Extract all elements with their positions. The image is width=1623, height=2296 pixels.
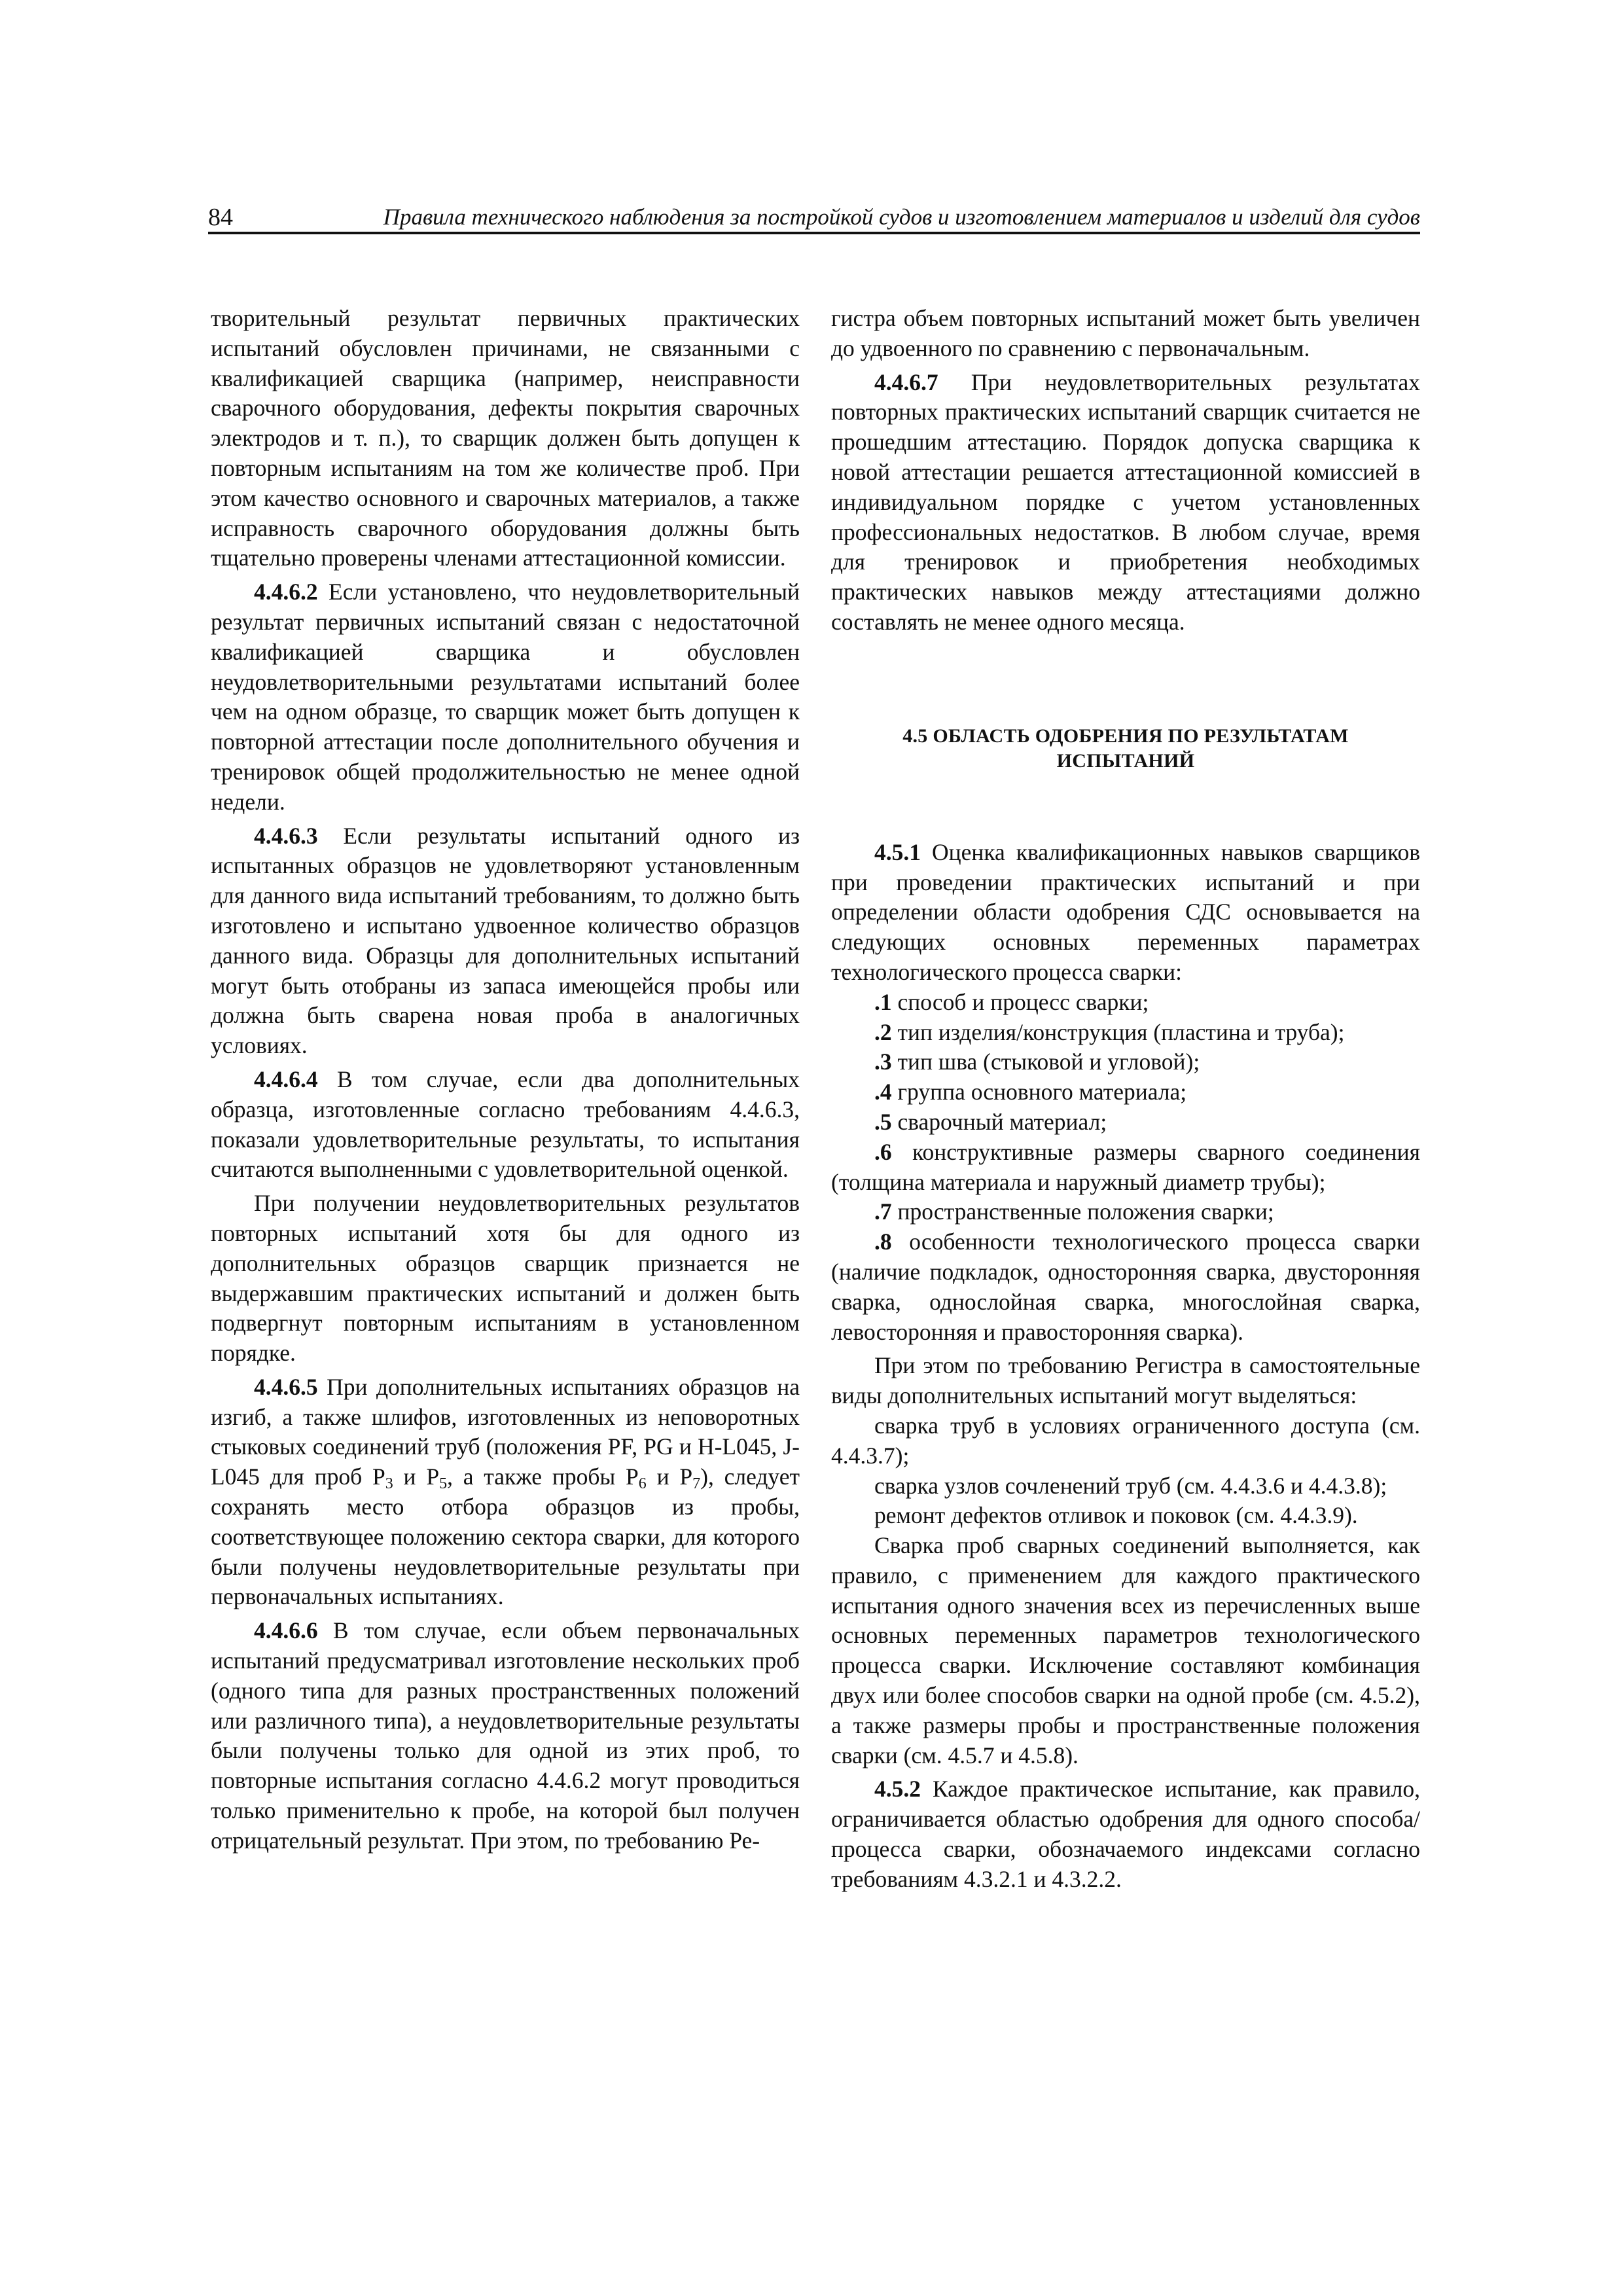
clause-number: 4.4.6.3 <box>254 822 318 849</box>
paragraph <box>211 577 800 817</box>
list-item <box>831 1077 1420 1107</box>
list-number: .2 <box>874 1018 892 1045</box>
list-item <box>831 1138 1420 1198</box>
right-column <box>831 304 1420 1895</box>
left-column <box>211 304 800 1856</box>
paragraph: Сварка проб сварных соединений выполняется, как правило, с применением для каждого практического испытания одного значения всех из перечисленных выше основных переменных параметров технологического процесса сварки. Исключение составляют комбинация двух или более способов сварки на одной пробе (см. 4.5.2), а также размеры пробы и пространственные положения сварки (см. 4.5.7 и 4.5.8). <box>831 1532 1420 1768</box>
clause-number: 4.4.6.2 <box>254 579 318 605</box>
list-number: .3 <box>874 1049 892 1075</box>
reference-item: сварка узлов сочленений труб (см. 4.4.3.6 и 4.4.3.8); <box>874 1472 1387 1499</box>
clause-text: Каждое практическое испытание, как правило, ограничивается областью одобрения для одного способа/процесса сварки, обозначаемого индексами согласно требованиям 4.3.2.1 и 4.3.2.2. <box>831 1776 1420 1892</box>
subscript: 3 <box>385 1475 393 1493</box>
reference-item: сварка труб в условиях ограниченного доступа (см. 4.4.3.7); <box>831 1412 1420 1469</box>
reference-item: ремонт дефектов отливок и поковок (см. 4.4.3.9). <box>874 1502 1358 1529</box>
paragraph <box>831 838 1420 988</box>
clause-text: и P <box>646 1463 693 1490</box>
list-number: .6 <box>874 1138 892 1165</box>
clause-text: ), следует сохранять место отбора образцов из пробы, соответствующее положению сектора сварки, для которого были получены неудовлетворительные результаты при первоначальных испытаниях. <box>211 1463 800 1610</box>
paragraph <box>831 1774 1420 1894</box>
clause-text: и P <box>393 1463 440 1490</box>
list-text: конструктивные размеры сварного соединения (толщина материала и наружный диаметр трубы); <box>831 1138 1420 1195</box>
section-heading-line: ИСПЫТАНИЙ <box>1056 749 1195 772</box>
clause-text: , а также пробы P <box>447 1463 639 1490</box>
clause-number: 4.4.6.6 <box>254 1617 318 1644</box>
paragraph: При этом по требованию Регистра в самостоятельные виды дополнительных испытаний могут выделяться: <box>831 1352 1420 1409</box>
list-number: .5 <box>874 1108 892 1135</box>
clause-number: 4.5.1 <box>874 838 921 865</box>
list-text: пространственные положения сварки; <box>891 1198 1274 1225</box>
list-item <box>831 1197 1420 1227</box>
paragraph: творительный результат первичных практических испытаний обусловлен причинами, не связанными с квалификацией сварщика (например, неисправности сварочного оборудования, дефекты покрытия сварочных электродов и т. п.), то сварщик должен быть допущен к повторным испытаниям на том же количестве проб. При этом качество основного и сварочных материалов, а также исправность сварочного оборудования должны быть тщательно проверены членами аттестационной комиссии. <box>211 305 800 571</box>
clause-text: В том случае, если объем первоначальных испытаний предусматривал изготовление нескольких проб (одного типа для разных пространственных положений или различного типа), а неудовлетворительные результаты были получены только для одной из этих проб, то повторные испытания согласно 4.4.6.2 могут проводиться только применительно к пробе, на которой был получен отрицательный результат. При этом, по требованию Ре- <box>211 1617 800 1854</box>
list-number: .4 <box>874 1079 892 1105</box>
list-item <box>831 1227 1420 1347</box>
clause-text: Оценка квалификационных навыков сварщиков при проведении практических испытаний и при определении области одобрения СДС основывается на следующих основных переменных параметрах технологического процесса сварки: <box>831 838 1420 985</box>
list-number: .1 <box>874 988 892 1015</box>
subscript: 7 <box>692 1475 701 1493</box>
list-number: .7 <box>874 1198 892 1225</box>
paragraph: гистра объем повторных испытаний может быть увеличен до удвоенного по сравнению с первоначальным. <box>831 305 1420 361</box>
running-title: Правила технического наблюдения за постройкой судов и изготовлением материалов и изделий для судов <box>383 204 1420 230</box>
clause-number: 4.4.6.4 <box>254 1066 318 1092</box>
list-item <box>831 1047 1420 1077</box>
page-number: 84 <box>208 204 233 231</box>
clause-text: При дополнительных испытаниях образцов на изгиб, а также шлифов, изготовленных из неповоротных стыковых соединений труб (положения PF, PG и H-L045, J-L045 для проб P <box>211 1373 800 1490</box>
clause-text: При неудовлетворительных результатах повторных практических испытаний сварщик считается не прошедшим аттестацию. Порядок допуска сварщика к новой аттестации решается аттестационной комиссией в индивидуальном порядке с учетом установленных профессиональных недостатков. В любом случае, время для тренировок и приобретения необходимых практических навыков между аттестациями должно составлять не менее одного месяца. <box>831 368 1420 635</box>
paragraph: При получении неудовлетворительных результатов повторных испытаний хотя бы для одного из дополнительных образцов сварщик признается не выдержавшим практических испытаний и должен быть подвергнут повторным испытаниям в установленном порядке. <box>211 1190 800 1367</box>
paragraph <box>211 1372 800 1612</box>
clause-number: 4.4.6.5 <box>254 1373 318 1400</box>
running-header <box>208 198 1420 234</box>
section-heading-line: 4.5 ОБЛАСТЬ ОДОБРЕНИЯ ПО РЕЗУЛЬТАТАМ <box>902 725 1349 747</box>
list-text: группа основного материала; <box>891 1079 1187 1105</box>
clause-number: 4.5.2 <box>874 1776 921 1803</box>
clause-text: Если результаты испытаний одного из испытанных образцов не удовлетворяют установленным для данного вида испытаний требованиям, то должно быть изготовлено и испытано удвоенное количество образцов данного вида. Образцы для дополнительных испытаний могут быть отобраны из запаса имеющейся пробы или должна быть сварена новая проба в аналогичных условиях. <box>211 822 800 1059</box>
paragraph <box>831 368 1420 637</box>
list-item <box>831 1018 1420 1048</box>
list-text: тип изделия/конструкция (пластина и труба); <box>891 1018 1345 1045</box>
paragraph <box>211 1616 800 1856</box>
list-text: сварочный материал; <box>891 1108 1107 1135</box>
paragraph <box>211 1065 800 1185</box>
list-item <box>831 1107 1420 1138</box>
subscript: 6 <box>638 1475 647 1493</box>
paragraph <box>211 821 800 1061</box>
clause-text: В том случае, если два дополнительных образца, изготовленные согласно требованиям 4.4.6.3, показали удовлетворительные результаты, то испытания считаются выполненными с удовлетворительной оценкой. <box>211 1066 800 1183</box>
list-number: .8 <box>874 1229 892 1255</box>
list-text: тип шва (стыковой и угловой); <box>891 1049 1200 1075</box>
list-item <box>831 988 1420 1018</box>
list-text: способ и процесс сварки; <box>891 988 1149 1015</box>
section-heading <box>831 724 1420 774</box>
clause-text: Если установлено, что неудовлетворительный результат первичных испытаний связан с недостаточной квалификацией сварщика и обусловлен неудовлетворительными результатами испытаний более чем на одном образце, то сварщик может быть допущен к повторной аттестации после дополнительного обучения и тренировок общей продолжительностью не менее одной недели. <box>211 579 800 815</box>
subscript: 5 <box>439 1475 448 1493</box>
list-text: особенности технологического процесса сварки (наличие подкладок, односторонняя сварка, двусторонняя сварка, однослойная сварка, многослойная сварка, левосторонняя и правосторонняя сварка). <box>831 1229 1420 1345</box>
clause-number: 4.4.6.7 <box>874 368 938 395</box>
